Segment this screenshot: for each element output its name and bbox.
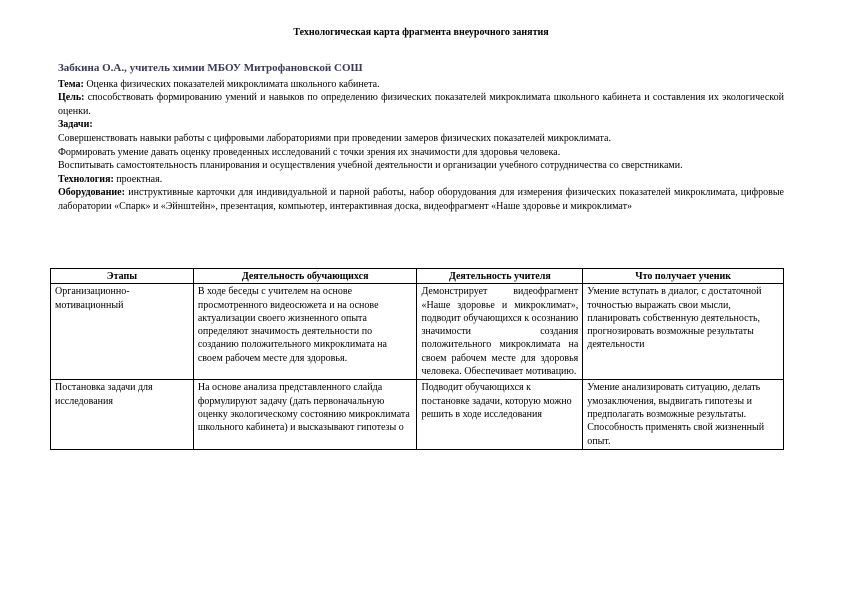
topic-text: Оценка физических показателей микроклимата школьного кабинета. — [83, 78, 380, 90]
equipment-line — [58, 186, 784, 213]
equipment-text: инструктивные карточки для индивидуальной и парной работы, набор оборудования для измерения физических показателей микроклимата, цифровые лаборатории «Спарк» и «Эйнштейн», презентация, компьютер, интерактивная доска, видеофрагмент «Наше здоровье и микроклимат» — [58, 187, 784, 212]
goal-text: способствовать формированию умений и навыков по определению физических показателей микроклимата школьного кабинета и составления их экологической оценки. — [58, 92, 784, 117]
teacher-activity-cell: Демонстрирует видеофрагмент «Наше здоровье и микроклимат», подводит обучающихся к осознанию значимости создания положительного микроклимата на своем рабочем месте для здоровья человека. Обеспечивает мотивацию. — [417, 284, 583, 380]
page-title: Технологическая карта фрагмента внеурочного занятия — [293, 27, 549, 38]
goal-line — [58, 91, 784, 118]
topic-line — [58, 78, 784, 92]
lesson-header — [58, 62, 784, 214]
stage-cell: Постановка задачи для исследования — [51, 380, 194, 449]
tasks-label: Задачи: — [58, 119, 93, 131]
topic-label: Тема: — [58, 78, 84, 90]
author-line: Забкина О.А., учитель химии МБОУ Митрофановской СОШ — [58, 62, 363, 74]
column-header-outcome: Что получает ученик — [583, 269, 784, 284]
stage-cell: Организационно-мотивационный — [51, 284, 194, 380]
technology-line — [58, 173, 784, 187]
teacher-activity-cell: Подводит обучающихся к постановке задачи, которую можно решить в ходе исследования — [417, 380, 583, 449]
goal-label: Цель: — [58, 92, 85, 104]
task-3: Воспитывать самостоятельность планирования и осуществления учебной деятельности и организации учебного сотрудничества со сверстниками. — [58, 160, 683, 172]
equipment-label: Оборудование: — [58, 187, 125, 199]
task-2: Формировать умение давать оценку проведенных исследований с точки зрения их значимости для здоровья человека. — [58, 146, 561, 158]
column-header-teacher-activity: Деятельность учителя — [417, 269, 583, 284]
outcome-cell: Умение анализировать ситуацию, делать умозаключения, выдвигать гипотезы и предполагать возможные результаты. Способность применять свой жизненный опыт. — [583, 380, 784, 449]
technology-label: Технология: — [58, 173, 114, 185]
column-header-stages: Этапы — [51, 269, 194, 284]
student-activity-cell: На основе анализа представленного слайда формулируют задачу (дать первоначальную оценку экологическому состоянию микроклимата школьного кабинета) и высказывают гипотезы о — [193, 380, 417, 449]
task-1: Совершенствовать навыки работы с цифровыми лабораториями при проведении замеров физических показателей микроклимата. — [58, 132, 611, 144]
technology-text: проектная. — [113, 173, 163, 185]
column-header-student-activity: Деятельность обучающихся — [193, 269, 417, 284]
table-row — [51, 380, 784, 449]
outcome-cell: Умение вступать в диалог, с достаточной точностью выражать свои мысли, планировать собственную деятельность, прогнозировать возможные результаты деятельности — [583, 284, 784, 380]
table-row — [51, 284, 784, 380]
table-header-row — [51, 269, 784, 284]
lesson-table — [50, 268, 784, 450]
student-activity-cell: В ходе беседы с учителем на основе просмотренного видеосюжета и на основе актуализации своего жизненного опыта определяют значимость деятельности по созданию положительного микроклимата на своем рабочем месте для здоровья. — [193, 284, 417, 380]
